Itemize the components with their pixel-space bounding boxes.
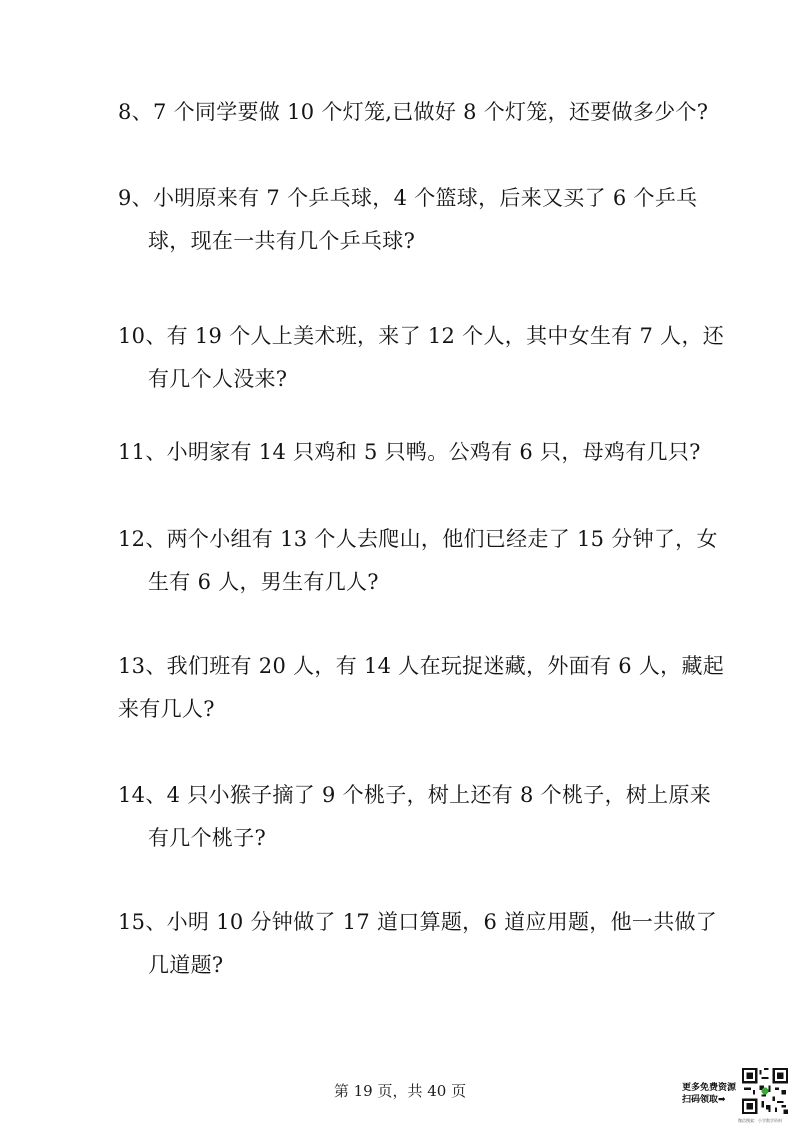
page-number-footer: 第 19 页，共 40 页	[333, 1082, 467, 1100]
question-15-line-2: 几道题?	[148, 953, 224, 977]
question-11-line-1: 11、小明家有 14 只鸡和 5 只鸭。公鸡有 6 只，母鸡有几只?	[118, 440, 701, 464]
promo-line-2: 扫码领取➡	[682, 1095, 726, 1105]
qr-code-icon[interactable]	[742, 1068, 788, 1114]
question-14-line-1: 14、4 只小猴子摘了 9 个桃子，树上还有 8 个桃子，树上原来	[118, 783, 712, 807]
promo-small-text: 微信搜索：小学数学资料	[738, 1118, 782, 1123]
question-10-line-1: 10、有 19 个人上美术班，来了 12 个人，其中女生有 7 人，还	[118, 324, 725, 348]
question-10-line-2: 有几个人没来?	[148, 367, 288, 391]
question-15-line-1: 15、小明 10 分钟做了 17 道口算题，6 道应用题，他一共做了	[118, 910, 718, 934]
promo-text	[682, 1082, 740, 1106]
question-8-line-1: 8、7 个同学要做 10 个灯笼,已做好 8 个灯笼，还要做多少个?	[118, 100, 709, 124]
question-9-line-1: 9、小明原来有 7 个乒乓球，4 个篮球，后来又买了 6 个乒乓	[118, 186, 698, 210]
question-14-line-2: 有几个桃子?	[148, 826, 267, 850]
promo-qr-block[interactable]	[682, 1068, 792, 1128]
promo-line-1: 更多免费资源	[682, 1083, 737, 1093]
question-9-line-2: 球，现在一共有几个乒乓球?	[148, 229, 416, 253]
question-13-line-2: 来有几人?	[118, 697, 215, 721]
question-12-line-2: 生有 6 人，男生有几人?	[148, 570, 379, 594]
question-12-line-1: 12、两个小组有 13 个人去爬山，他们已经走了 15 分钟了，女	[118, 527, 718, 551]
question-13-line-1: 13、我们班有 20 人，有 14 人在玩捉迷藏，外面有 6 人，藏起	[118, 654, 725, 678]
